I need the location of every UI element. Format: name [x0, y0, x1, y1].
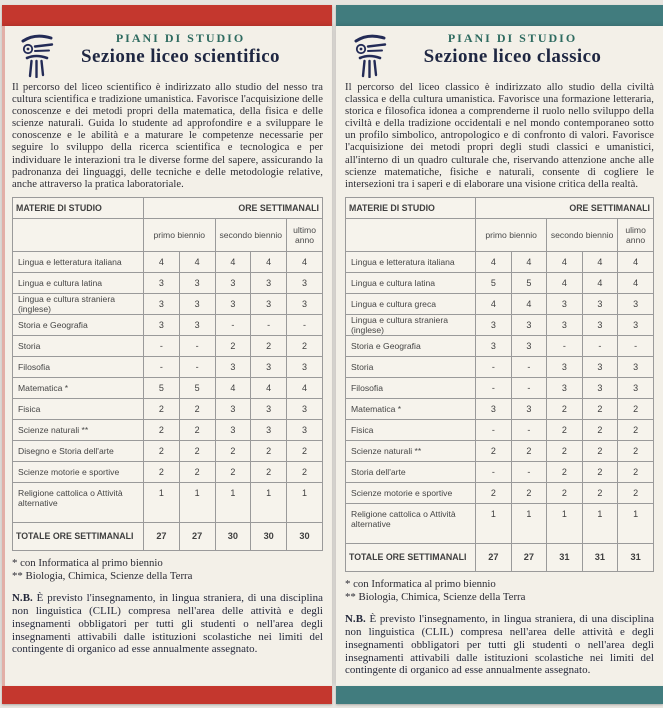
- column-header-materie: MATERIE DI STUDIO: [13, 197, 144, 218]
- hours-cell: 4: [476, 293, 511, 314]
- hours-cell: 3: [476, 335, 511, 356]
- hours-cell: 1: [287, 482, 323, 522]
- table-row: [13, 482, 323, 522]
- hours-cell: 4: [144, 251, 180, 272]
- hours-cell: 2: [582, 440, 618, 461]
- hours-cell: 3: [511, 314, 546, 335]
- section-eyebrow: PIANI DI STUDIO: [115, 31, 246, 45]
- eye-column-logo-icon: [353, 32, 387, 78]
- column-header-ore: ORE SETTIMANALI: [144, 197, 323, 218]
- hours-cell: -: [476, 461, 511, 482]
- total-hours-cell: 31: [618, 543, 654, 571]
- hours-cell: 4: [215, 251, 251, 272]
- hours-cell: -: [511, 356, 546, 377]
- hours-cell: 3: [251, 293, 287, 314]
- hours-cell: 1: [144, 482, 180, 522]
- table-row: [13, 461, 323, 482]
- hours-cell: 3: [547, 293, 583, 314]
- hours-cell: 4: [476, 251, 511, 272]
- table-row: [346, 356, 654, 377]
- panel-liceo-classico: [336, 0, 663, 708]
- hours-cell: 2: [287, 461, 323, 482]
- hours-cell: 2: [251, 461, 287, 482]
- subject-cell: Lingua e cultura latina: [346, 272, 476, 293]
- table-row: [346, 482, 654, 503]
- table-row: [13, 419, 323, 440]
- subject-cell: Lingua e cultura straniera (inglese): [346, 314, 476, 335]
- hours-cell: 2: [618, 461, 654, 482]
- total-hours-cell: 31: [547, 543, 583, 571]
- subheader-primo-biennio: primo biennio: [144, 218, 215, 251]
- table-row: [13, 398, 323, 419]
- hours-cell: 4: [618, 272, 654, 293]
- table-row: [346, 419, 654, 440]
- subject-cell: Filosofia: [13, 356, 144, 377]
- panel-header: [12, 31, 323, 77]
- hours-cell: 2: [476, 482, 511, 503]
- total-row: [346, 543, 654, 571]
- total-hours-cell: 27: [144, 522, 180, 550]
- hours-cell: 4: [215, 377, 251, 398]
- bottom-accent-bar: [336, 686, 663, 704]
- column-header-materie: MATERIE DI STUDIO: [346, 197, 476, 218]
- table-row: [13, 251, 323, 272]
- hours-cell: 5: [179, 377, 215, 398]
- hours-cell: 1: [476, 503, 511, 543]
- total-hours-cell: 27: [179, 522, 215, 550]
- subject-cell: Storia: [346, 356, 476, 377]
- footnote-informatica: * con Informatica al primo biennio: [345, 577, 496, 590]
- total-hours-cell: 30: [215, 522, 251, 550]
- hours-cell: 4: [618, 251, 654, 272]
- subheader-ultimo-anno: ulimo anno: [618, 218, 654, 251]
- hours-cell: 2: [287, 440, 323, 461]
- page-classico: [336, 26, 663, 686]
- table-subheader-row: [13, 218, 323, 251]
- hours-cell: 2: [618, 482, 654, 503]
- hours-cell: 2: [179, 398, 215, 419]
- hours-cell: 1: [251, 482, 287, 522]
- hours-cell: 3: [582, 377, 618, 398]
- hours-cell: 3: [582, 356, 618, 377]
- subject-cell: Storia dell'arte: [346, 461, 476, 482]
- hours-cell: 4: [582, 272, 618, 293]
- hours-cell: 2: [582, 461, 618, 482]
- hours-cell: 3: [618, 314, 654, 335]
- hours-cell: 3: [287, 398, 323, 419]
- nb-text: È previsto l'insegnamento, in lingua straniera, di una disciplina non linguistica (CLIL) compresa nell'area delle attività e degli insegnamenti obbligatori per tutti gli studenti o nell'area degli insegnamenti attivabili dalle istituzioni scolastiche nei limiti del contingente di organico ad esse annualmente assegnato.: [12, 591, 323, 656]
- hours-cell: -: [144, 356, 180, 377]
- table-row: [346, 440, 654, 461]
- hours-cell: 2: [144, 440, 180, 461]
- hours-cell: 3: [618, 377, 654, 398]
- hours-cell: 3: [251, 356, 287, 377]
- table-row: [346, 293, 654, 314]
- hours-cell: 3: [144, 293, 180, 314]
- subject-cell: Religione cattolica o Attività alternative: [346, 503, 476, 543]
- subject-cell: Fisica: [346, 419, 476, 440]
- hours-cell: 3: [251, 419, 287, 440]
- hours-cell: 1: [618, 503, 654, 543]
- hours-cell: -: [618, 335, 654, 356]
- hours-cell: 2: [179, 419, 215, 440]
- hours-cell: 2: [547, 482, 583, 503]
- hours-cell: 3: [215, 293, 251, 314]
- table-header-row: [13, 197, 323, 218]
- hours-cell: 3: [215, 272, 251, 293]
- eye-column-logo-icon: [20, 32, 54, 78]
- hours-cell: 3: [179, 272, 215, 293]
- table-row: [13, 356, 323, 377]
- table-row: [346, 314, 654, 335]
- hours-cell: 5: [476, 272, 511, 293]
- subject-cell: Storia: [13, 335, 144, 356]
- subject-cell: Lingua e cultura straniera (inglese): [13, 293, 144, 314]
- hours-cell: 3: [582, 314, 618, 335]
- subject-cell: Fisica: [13, 398, 144, 419]
- study-plan-table: [12, 197, 323, 551]
- hours-cell: 1: [215, 482, 251, 522]
- hours-cell: -: [511, 377, 546, 398]
- section-eyebrow: PIANI DI STUDIO: [447, 31, 578, 45]
- footnotes: [345, 578, 654, 604]
- table-row: [346, 272, 654, 293]
- total-hours-cell: 30: [251, 522, 287, 550]
- subject-cell: Lingua e letteratura italiana: [13, 251, 144, 272]
- hours-cell: 4: [287, 377, 323, 398]
- hours-cell: -: [476, 377, 511, 398]
- hours-cell: 3: [511, 335, 546, 356]
- total-row: [13, 522, 323, 550]
- hours-cell: 2: [618, 398, 654, 419]
- table-subheader-row: [346, 218, 654, 251]
- table-row: [346, 398, 654, 419]
- hours-cell: 3: [251, 272, 287, 293]
- hours-cell: 2: [215, 440, 251, 461]
- hours-cell: -: [476, 356, 511, 377]
- study-plan-table: [345, 197, 654, 572]
- hours-cell: -: [287, 314, 323, 335]
- table-row: [13, 293, 323, 314]
- hours-cell: 2: [144, 398, 180, 419]
- hours-cell: 3: [215, 419, 251, 440]
- subject-cell: Scienze naturali **: [346, 440, 476, 461]
- table-row: [13, 440, 323, 461]
- hours-cell: 4: [547, 272, 583, 293]
- footnotes: [12, 557, 323, 583]
- subject-cell: Scienze motorie e sportive: [346, 482, 476, 503]
- hours-cell: 3: [144, 314, 180, 335]
- nb-lead: N.B.: [12, 591, 33, 604]
- hours-cell: 3: [144, 272, 180, 293]
- intro-paragraph: Il percorso del liceo scientifico è indirizzato allo studio del nesso tra cultura scientifica e tradizione umanistica. Favorisce l'acquisizione delle conoscenze e dei metodi propri della matematica, della fisica e delle scienze naturali. Guida lo studente ad approfondire e a sviluppare le conoscenze e le abilità e a maturare le competenze necessarie per seguire lo sviluppo della ricerca scientifica e tecnologica e per individuare le interazioni tra le diverse forme del sapere, assicurando la padronanza dei linguaggi, delle tecniche e delle metodologie relative, anche attraverso la pratica laboratoriale.: [12, 82, 323, 190]
- hours-cell: 3: [287, 272, 323, 293]
- hours-cell: 3: [287, 419, 323, 440]
- page-title: Sezione liceo classico: [423, 46, 602, 67]
- subject-cell: Religione cattolica o Attività alternative: [13, 482, 144, 522]
- top-accent-bar: [336, 5, 663, 26]
- page-scientifico: [2, 26, 332, 686]
- subject-cell: Matematica *: [346, 398, 476, 419]
- hours-cell: -: [144, 335, 180, 356]
- hours-cell: 2: [618, 440, 654, 461]
- hours-cell: 2: [582, 482, 618, 503]
- hours-cell: 4: [511, 293, 546, 314]
- table-row: [13, 377, 323, 398]
- hours-cell: 2: [618, 419, 654, 440]
- hours-cell: 3: [547, 356, 583, 377]
- hours-cell: 4: [287, 251, 323, 272]
- hours-cell: -: [476, 419, 511, 440]
- hours-cell: 2: [179, 440, 215, 461]
- hours-cell: 4: [511, 251, 546, 272]
- total-label: TOTALE ORE SETTIMANALI: [13, 522, 144, 550]
- subject-cell: Matematica *: [13, 377, 144, 398]
- footnote-informatica: * con Informatica al primo biennio: [12, 556, 163, 569]
- hours-cell: 5: [511, 272, 546, 293]
- hours-cell: -: [251, 314, 287, 335]
- hours-cell: -: [511, 419, 546, 440]
- hours-cell: 1: [179, 482, 215, 522]
- hours-cell: 2: [476, 440, 511, 461]
- hours-cell: 3: [287, 356, 323, 377]
- hours-cell: 4: [547, 251, 583, 272]
- hours-cell: 3: [618, 356, 654, 377]
- hours-cell: 5: [144, 377, 180, 398]
- hours-cell: 3: [582, 293, 618, 314]
- hours-cell: 4: [251, 377, 287, 398]
- hours-cell: 2: [287, 335, 323, 356]
- hours-cell: 3: [251, 398, 287, 419]
- hours-cell: 4: [251, 251, 287, 272]
- table-row: [346, 461, 654, 482]
- subheader-ultimo-anno: ultimo anno: [287, 218, 323, 251]
- nb-paragraph: [12, 592, 323, 657]
- hours-cell: 2: [582, 419, 618, 440]
- nb-paragraph: [345, 613, 654, 678]
- table-row: [346, 335, 654, 356]
- table-header-row: [346, 197, 654, 218]
- hours-cell: 3: [287, 293, 323, 314]
- hours-cell: -: [582, 335, 618, 356]
- hours-cell: 3: [476, 314, 511, 335]
- subject-cell: Lingua e cultura latina: [13, 272, 144, 293]
- subject-cell: Disegno e Storia dell'arte: [13, 440, 144, 461]
- empty-cell: [13, 218, 144, 251]
- table-row: [346, 251, 654, 272]
- column-header-ore: ORE SETTIMANALI: [476, 197, 654, 218]
- subject-cell: Scienze naturali **: [13, 419, 144, 440]
- hours-cell: 3: [179, 293, 215, 314]
- panel-header: [345, 31, 654, 77]
- hours-cell: 2: [144, 461, 180, 482]
- hours-cell: 4: [582, 251, 618, 272]
- empty-cell: [346, 218, 476, 251]
- hours-cell: 2: [582, 398, 618, 419]
- hours-cell: 2: [144, 419, 180, 440]
- hours-cell: -: [179, 356, 215, 377]
- subheader-primo-biennio: primo biennio: [476, 218, 547, 251]
- total-hours-cell: 27: [511, 543, 546, 571]
- header-text: [12, 31, 323, 68]
- table-row: [13, 314, 323, 335]
- total-label: TOTALE ORE SETTIMANALI: [346, 543, 476, 571]
- subject-cell: Storia e Geografia: [346, 335, 476, 356]
- hours-cell: 2: [251, 335, 287, 356]
- hours-cell: 1: [582, 503, 618, 543]
- nb-text: È previsto l'insegnamento, in lingua straniera, di una disciplina non linguistica (CLIL) compresa nell'area delle attività e degli insegnamenti obbligatori per tutti gli studenti o nell'area degli insegnamenti attivabili dalle istituzioni scolastiche nei limiti del contingente di organico ad esse annualmente assegnato.: [345, 612, 654, 677]
- hours-cell: 3: [511, 398, 546, 419]
- hours-cell: 2: [547, 461, 583, 482]
- total-hours-cell: 30: [287, 522, 323, 550]
- hours-cell: -: [511, 461, 546, 482]
- hours-cell: 2: [251, 440, 287, 461]
- top-accent-bar: [2, 5, 332, 26]
- nb-lead: N.B.: [345, 612, 366, 625]
- table-row: [346, 377, 654, 398]
- hours-cell: 3: [215, 398, 251, 419]
- hours-cell: 2: [547, 398, 583, 419]
- hours-cell: 2: [215, 335, 251, 356]
- hours-cell: -: [547, 335, 583, 356]
- total-hours-cell: 31: [582, 543, 618, 571]
- hours-cell: 4: [179, 251, 215, 272]
- hours-cell: 3: [547, 377, 583, 398]
- hours-cell: 1: [547, 503, 583, 543]
- hours-cell: 3: [547, 314, 583, 335]
- hours-cell: -: [215, 314, 251, 335]
- table-row: [346, 503, 654, 543]
- table-row: [13, 272, 323, 293]
- bottom-accent-bar: [2, 686, 332, 704]
- page-title: Sezione liceo scientifico: [81, 46, 280, 67]
- header-text: [345, 31, 654, 68]
- intro-paragraph: Il percorso del liceo classico è indirizzato allo studio della civiltà classica e della cultura umanistica. Favorisce una formazione letteraria, storica e filosofica idonea a comprenderne il ruolo nello sviluppo della civiltà e della tradizione occidentali e nel mondo contemporaneo sotto un profilo simbolico, antropologico e di confronto di valori. Favorisce l'acquisizione dei metodi propri degli studi classici e umanistici, all'interno di un quadro culturale che, riservando attenzione anche alle scienze matematiche, fisiche e naturali, consente di cogliere le intersezioni tra i saperi e di elaborare una visione critica della realtà.: [345, 82, 654, 190]
- hours-cell: 1: [511, 503, 546, 543]
- hours-cell: 2: [215, 461, 251, 482]
- hours-cell: 3: [476, 398, 511, 419]
- table-row: [13, 335, 323, 356]
- hours-cell: -: [179, 335, 215, 356]
- hours-cell: 2: [179, 461, 215, 482]
- hours-cell: 2: [547, 440, 583, 461]
- total-hours-cell: 27: [476, 543, 511, 571]
- hours-cell: 3: [215, 356, 251, 377]
- subject-cell: Lingua e letteratura italiana: [346, 251, 476, 272]
- subject-cell: Filosofia: [346, 377, 476, 398]
- hours-cell: 2: [511, 440, 546, 461]
- subject-cell: Storia e Geografia: [13, 314, 144, 335]
- subject-cell: Scienze motorie e sportive: [13, 461, 144, 482]
- footnote-biologia: ** Biologia, Chimica, Scienze della Terra: [12, 569, 193, 582]
- subheader-secondo-biennio: secondo biennio: [215, 218, 287, 251]
- hours-cell: 3: [618, 293, 654, 314]
- subheader-secondo-biennio: secondo biennio: [547, 218, 618, 251]
- panel-liceo-scientifico: [2, 0, 332, 708]
- hours-cell: 2: [511, 482, 546, 503]
- footnote-biologia: ** Biologia, Chimica, Scienze della Terra: [345, 590, 526, 603]
- subject-cell: Lingua e cultura greca: [346, 293, 476, 314]
- hours-cell: 3: [179, 314, 215, 335]
- hours-cell: 2: [547, 419, 583, 440]
